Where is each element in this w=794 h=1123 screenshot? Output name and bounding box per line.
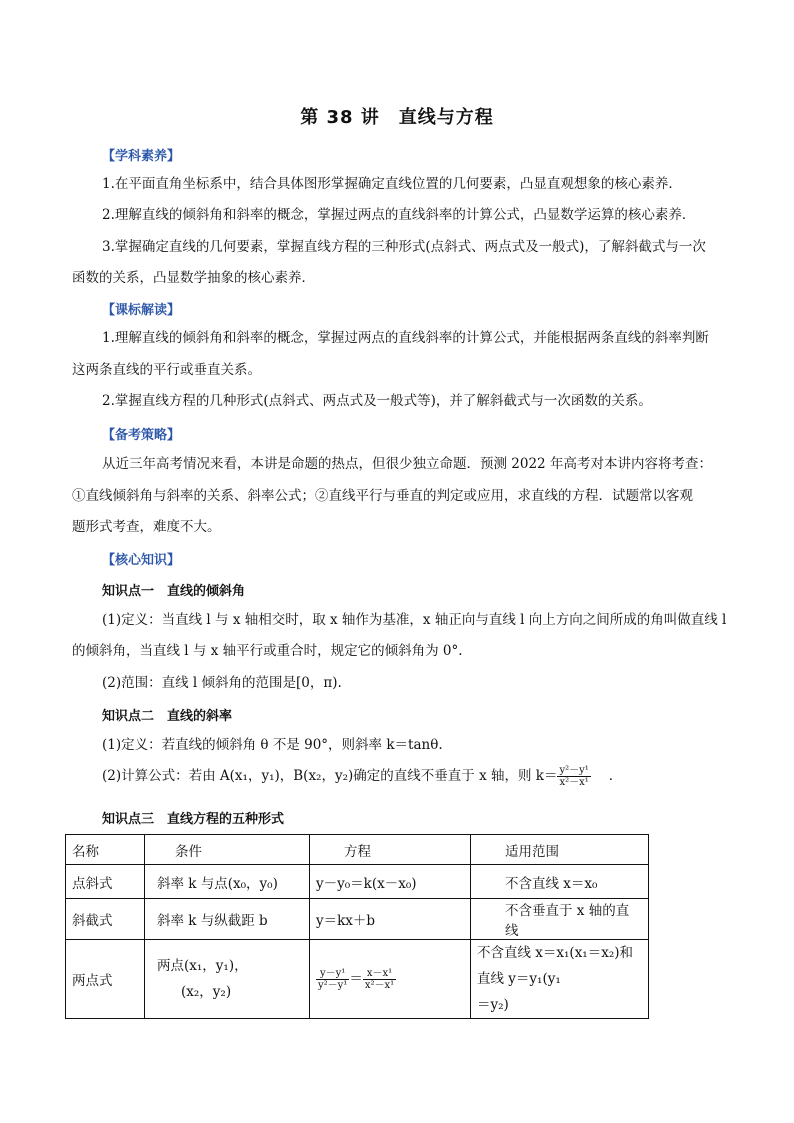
table-row (66, 940, 649, 1019)
table-header-row (66, 835, 649, 865)
literacy-line-3: 3.掌握确定直线的几何要素，掌握直线方程的三种形式(点斜式、两点式及一般式)，了解斜截式与一次 (102, 239, 706, 255)
table-cell-name: 斜截式 (66, 899, 145, 940)
knowledge-point-2-title: 知识点二 直线的斜率 (102, 709, 233, 724)
slope-formula-numerator: y²－y¹ (559, 765, 589, 776)
table-cell-condition (145, 940, 310, 1019)
table-cell-condition-line-1: 两点(x₁，y₁)， (157, 958, 248, 974)
table-cell-scope: 不含垂直于 x 轴的直线 (471, 899, 649, 940)
standard-line-2: 这两条直线的平行或垂直关系。 (72, 362, 261, 378)
literacy-line-1: 1.在平面直角坐标系中，结合具体图形掌握确定直线位置的几何要素，凸显直观想象的核心素养． (102, 176, 682, 192)
kp1-line-3: (2)范围：直线 l 倾斜角的范围是[0，π). (102, 675, 342, 691)
two-point-left-fraction (316, 968, 349, 991)
table-cell-name: 点斜式 (66, 865, 145, 899)
two-point-right-denominator: x²－x¹ (364, 980, 395, 991)
table-cell-condition: 斜率 k 与纵截距 b (145, 899, 310, 940)
strategy-line-3: 题形式考查，难度不大。 (72, 519, 221, 535)
strategy-line-1: 从近三年高考情况来看，本讲是命题的热点，但很少独立命题．预测 2022 年高考对本讲内容将考查： (102, 456, 712, 472)
table-row (66, 865, 649, 899)
table-cell-equation: y＝kx＋b (310, 899, 471, 940)
page-title: 第 38 讲 直线与方程 (300, 107, 494, 128)
kp1-line-1: (1)定义：当直线 l 与 x 轴相交时，取 x 轴作为基准，x 轴正向与直线 l 向上方向之间所成的角叫做直线 l (102, 612, 727, 628)
kp2-line-2 (102, 765, 622, 788)
knowledge-point-3-title: 知识点三 直线方程的五种形式 (102, 812, 285, 827)
table-cell-scope (471, 940, 649, 1019)
section-heading-core: 【核心知识】 (102, 553, 181, 568)
two-point-left-numerator: y－y¹ (316, 968, 349, 980)
section-heading-strategy: 【备考策略】 (102, 428, 181, 443)
table-cell-scope-line-2: ＝y₂) (477, 997, 509, 1013)
two-point-right-fraction (363, 968, 396, 991)
section-heading-literacy: 【学科素养】 (102, 149, 181, 164)
table-header-name: 名称 (66, 835, 145, 865)
kp2-line-2-suffix: ． (608, 768, 623, 784)
table-cell-name: 两点式 (66, 940, 145, 1019)
table-header-equation: 方程 (310, 835, 471, 865)
literacy-line-2: 2.理解直线的倾斜角和斜率的概念，掌握过两点的直线斜率的计算公式，凸显数学运算的核心素养． (102, 207, 696, 223)
line-equation-forms-table (65, 834, 649, 1019)
slope-formula-denominator: x²－x¹ (559, 777, 589, 788)
slope-formula-fraction (557, 765, 590, 788)
kp2-line-2-prefix: (2)计算公式：若由 A(x₁，y₁)，B(x₂，y₂)确定的直线不垂直于 x 轴，则 k＝ (102, 768, 558, 784)
strategy-line-2: ①直线倾斜角与斜率的关系、斜率公式；②直线平行与垂直的判定或应用，求直线的方程．试题常以客观 (72, 488, 693, 504)
two-point-equals: ＝ (349, 971, 363, 987)
section-heading-standard: 【课标解读】 (102, 303, 181, 318)
table-cell-scope-line-1: 不含直线 x＝x₁(x₁＝x₂)和直线 y＝y₁(y₁ (477, 945, 634, 987)
kp2-line-1: (1)定义：若直线的倾斜角 θ 不是 90°，则斜率 k＝tanθ. (102, 737, 443, 753)
table-cell-condition: 斜率 k 与点(x₀，y₀) (145, 865, 310, 899)
standard-line-3: 2.掌握直线方程的几种形式(点斜式、两点式及一般式等)，并了解斜截式与一次函数的关系。 (102, 393, 652, 409)
table-row (66, 899, 649, 940)
standard-line-1: 1.理解直线的倾斜角和斜率的概念，掌握过两点的直线斜率的计算公式，并能根据两条直线的斜率判断 (102, 330, 709, 346)
table-header-scope: 适用范围 (471, 835, 649, 865)
kp1-line-2: 的倾斜角，当直线 l 与 x 轴平行或重合时，规定它的倾斜角为 0°. (72, 643, 463, 659)
table-cell-scope: 不含直线 x＝x₀ (471, 865, 649, 899)
literacy-line-4: 函数的关系，凸显数学抽象的核心素养． (72, 270, 315, 286)
two-point-right-numerator: x－x¹ (363, 968, 396, 980)
table-cell-equation: y－y₀＝k(x－x₀) (310, 865, 471, 899)
two-point-left-denominator: y²－y¹ (318, 980, 348, 991)
table-cell-equation (310, 940, 471, 1019)
knowledge-point-1-title: 知识点一 直线的倾斜角 (102, 584, 246, 599)
table-header-condition: 条件 (145, 835, 310, 865)
table-cell-condition-line-2: (x₂，y₂) (181, 984, 232, 1000)
